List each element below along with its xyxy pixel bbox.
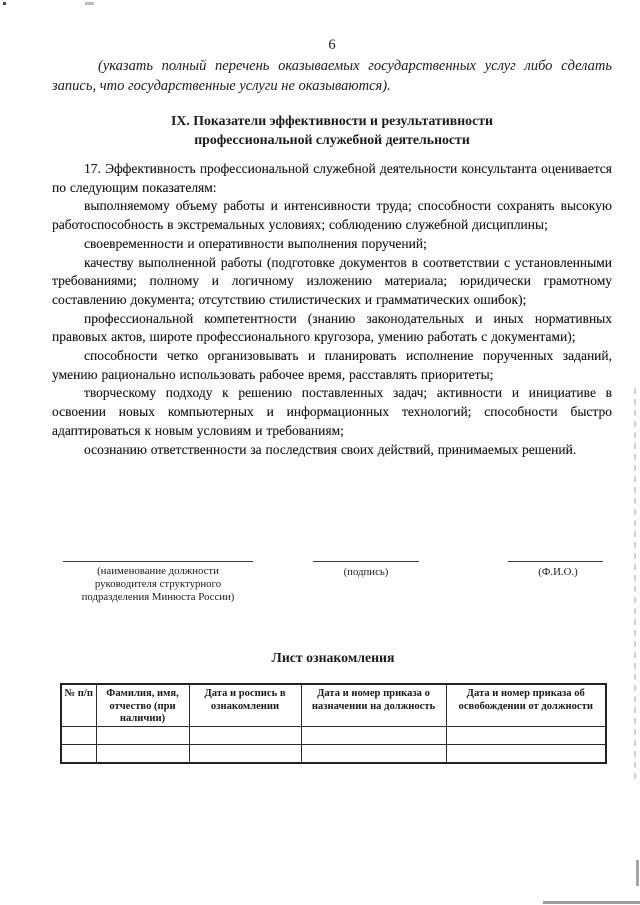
paragraph-17-intro: 17. Эффективность профессиональной служебной деятельности консультанта оценивается по следующим показателям: [52, 161, 612, 195]
scan-artifact-dot [3, 2, 6, 5]
col-header-appointment-order: Дата и номер приказа о назначении на должность [301, 684, 446, 726]
table-cell [61, 744, 96, 763]
table-cell [61, 726, 96, 744]
scan-artifact-bottom-line [543, 901, 640, 904]
paragraph-indicator-6: творческому подходу к решению поставленных задач; активности и инициативе в освоении новых компьютерных и информационных технологий; способности быстро адаптироваться к новым условиям и требованиям; [52, 385, 612, 438]
acknowledgment-title: Лист ознакомления [271, 650, 395, 665]
table-cell [189, 744, 301, 763]
section-heading-line2: профессиональной служебной деятельности [194, 131, 470, 147]
col-header-name: Фамилия, имя, отчество (при наличии) [96, 684, 189, 726]
paragraph-indicator-7: осознанию ответственности за последствия своих действий, принимаемых решений. [84, 441, 577, 457]
scan-artifact-right-edge-dark [636, 860, 639, 886]
table-cell [96, 744, 189, 763]
signature-line-name [508, 561, 603, 562]
signature-label-signature: (подпись) [343, 566, 389, 578]
paragraph-indicator-3: качеству выполненной работы (подготовке документов в соответствии с установленными требованиями; полному и логичному изложению материала; юридически грамотному составлению документа; отсутствию стилистических и грамматических ошибок); [52, 254, 612, 307]
scan-artifact-right-edge [634, 388, 636, 780]
signature-label-position: (наименование должности руководителя структурного подразделения Минюста России) [81, 565, 235, 604]
section-heading [52, 112, 612, 149]
paragraph-indicator-4: профессиональной компетентности (знанию законодательных и иных нормативных правовых актов, широте профессионального кругозора, умению работать с документами); [52, 310, 612, 345]
table-cell [189, 726, 301, 744]
paragraph-indicator-2: своевременности и оперативности выполнения поручений; [84, 235, 427, 251]
table-cell [301, 726, 446, 744]
table-cell [301, 744, 446, 763]
signature-label-name: (Ф.И.О.) [538, 566, 578, 578]
table-cell [96, 726, 189, 744]
section-heading-line1: IX. Показатели эффективности и результативности [171, 113, 493, 128]
paragraph-indicator-1: выполняемому объему работы и интенсивности труда; способности сохранять высокую работоспособность в экстремальных условиях; соблюдению служебной дисциплины; [52, 198, 612, 233]
paragraph-indicator-5: способности четко организовывать и планировать исполнение порученных заданий, умению рационально использовать рабочее время, расставлять приоритеты; [52, 348, 612, 382]
col-header-number: № п/п [61, 684, 96, 726]
table-cell [446, 744, 606, 763]
scan-artifact-dash [85, 2, 94, 5]
table-cell [446, 726, 606, 744]
table-row [61, 744, 606, 763]
body-text [52, 160, 612, 459]
acknowledgment-table [60, 683, 607, 764]
signature-line-position [63, 561, 253, 562]
page-number: 6 [328, 37, 336, 53]
intro-note: (указать полный перечень оказываемых государственных услуг либо сделать запись, что государственные услуги не оказываются). [52, 58, 612, 94]
col-header-date-signature: Дата и роспись в ознакомлении [189, 684, 301, 726]
signature-line-signature [313, 561, 419, 562]
col-header-dismissal-order: Дата и номер приказа об освобождении от должности [446, 684, 606, 726]
table-row [61, 726, 606, 744]
